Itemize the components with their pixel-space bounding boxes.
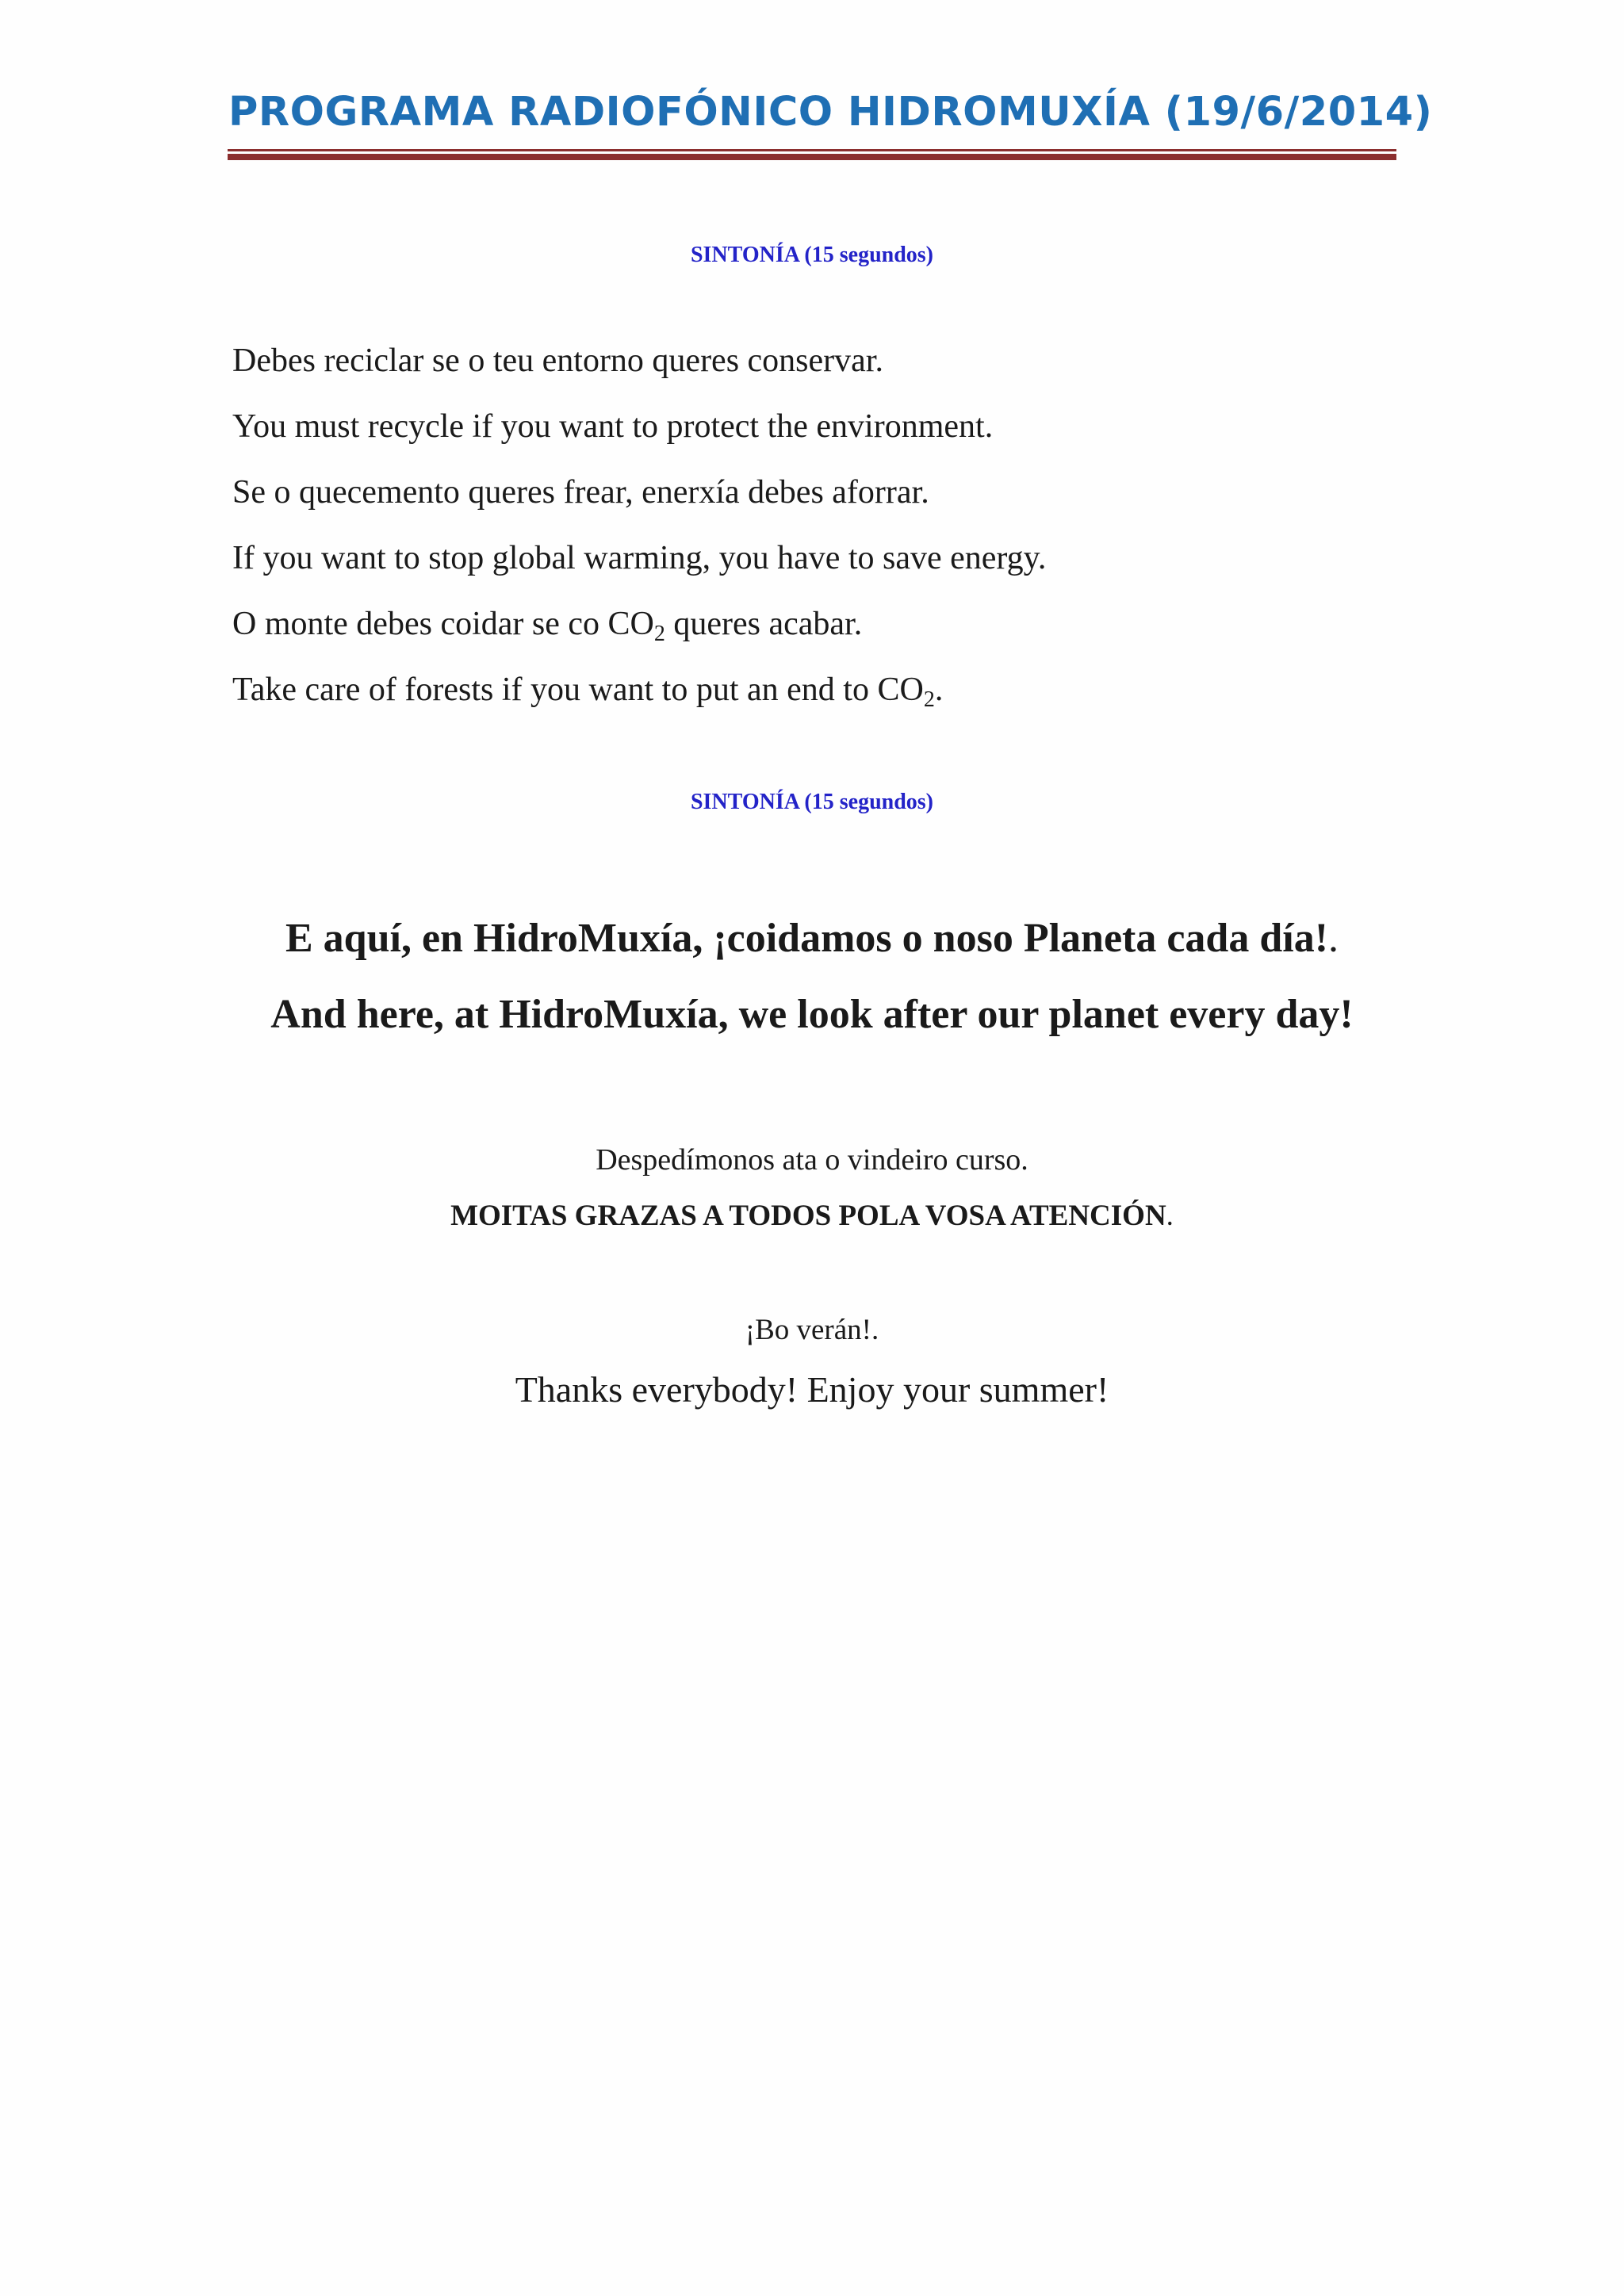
verse-line-6 [232,657,1390,723]
title-underline-thin [228,149,1396,151]
verse-line-4: If you want to stop global warming, you have to save energy. [232,540,1047,576]
thanks-caps-period: . [1166,1200,1174,1232]
title-underline-thick [228,154,1396,160]
verse-line-6-text: Take care of forests if you want to put an end to CO [232,672,924,708]
farewell-line: Despedímonos ata o vindeiro curso. [596,1143,1028,1177]
thanks-caps-line [228,1199,1396,1233]
verse-line-1: Debes reciclar se o teu entorno queres conservar. [232,342,883,379]
jingle-cue-2: SINTONÍA (15 segundos) [690,790,934,814]
verse-line-6-end: . [934,672,944,708]
thanks-caps-text: MOITAS GRAZAS A TODOS POLA VOSA ATENCIÓN [450,1200,1166,1232]
jingle-cue-1: SINTONÍA (15 segundos) [690,243,934,267]
title-underline [228,149,1396,160]
slogan-galician-text: E aquí, en HidroMuxía, ¡coidamos o noso Planeta cada día! [285,916,1329,961]
verse-line-6-subscript: 2 [923,687,935,712]
summer-greeting-english: Thanks everybody! Enjoy your summer! [515,1369,1109,1410]
verse-line-3: Se o quecemento queres frear, enerxía debes aforrar. [232,474,929,511]
verse-line-5-text: O monte debes coidar se co CO [232,606,654,642]
verse-line-2: You must recycle if you want to protect the environment. [232,408,994,445]
page-title: PROGRAMA RADIOFÓNICO HIDROMUXÍA (19/6/2014) [228,89,1433,136]
summer-greeting-galician: ¡Bo verán!. [745,1314,879,1346]
verses-block [232,328,1390,723]
verse-line-5 [232,591,1390,657]
slogan-galician [228,915,1396,962]
slogan-galician-period: . [1328,916,1339,961]
slogan-english: And here, at HidroMuxía, we look after our planet every day! [270,992,1354,1037]
verse-line-5-end: queres acabar. [665,606,863,642]
verse-line-5-subscript: 2 [653,622,665,646]
